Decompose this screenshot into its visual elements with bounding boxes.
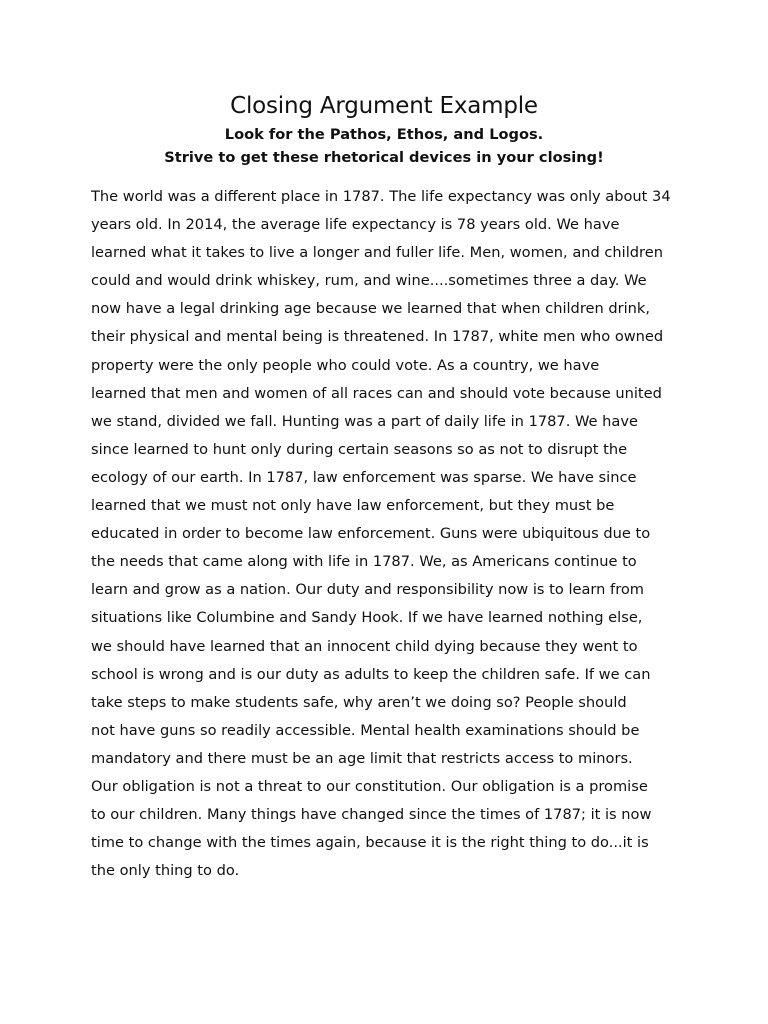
body-line: learned that men and women of all races can and should vote because united [91, 384, 662, 402]
body-line: learn and grow as a nation. Our duty and responsibility now is to learn from [91, 581, 645, 599]
body-line: Our obligation is not a threat to our constitution. Our obligation is a promise [91, 777, 648, 795]
body-line: school is wrong and is our duty as adults to keep the children safe. If we can [91, 665, 651, 683]
body-line: we should have learned that an innocent child dying because they went to [91, 637, 638, 655]
subtitle-line: Look for the Pathos, Ethos, and Logos. [224, 126, 544, 143]
body-line: learned what it takes to live a longer and fuller life. Men, women, and children [91, 244, 663, 262]
body-line: ecology of our earth. In 1787, law enforcement was sparse. We have since [91, 468, 637, 486]
subtitle-line: Strive to get these rhetorical devices in your closing! [164, 149, 604, 166]
body-line: mandatory and there must be an age limit that restricts access to minors. [91, 749, 633, 767]
body-line: situations like Columbine and Sandy Hook. If we have learned nothing else, [91, 609, 643, 627]
body-line: educated in order to become law enforcement. Guns were ubiquitous due to [91, 525, 651, 543]
body-line: now have a legal drinking age because we learned that when children drink, [91, 300, 651, 318]
body-line: could and would drink whiskey, rum, and wine....sometimes three a day. We [91, 272, 647, 290]
body-paragraph [91, 183, 691, 885]
body-line: years old. In 2014, the average life expectancy is 78 years old. We have [91, 216, 620, 234]
body-line: The world was a different place in 1787. The life expectancy was only about 34 [91, 188, 671, 205]
body-line: we stand, divided we fall. Hunting was a part of daily life in 1787. We have [91, 412, 638, 430]
body-line: time to change with the times again, because it is the right thing to do...it is [91, 834, 649, 852]
body-line: the needs that came along with life in 1787. We, as Americans continue to [91, 553, 637, 571]
body-line: the only thing to do. [91, 862, 240, 880]
body-line: property were the only people who could vote. As a country, we have [91, 356, 600, 374]
body-line: to our children. Many things have changed since the times of 1787; it is now [91, 806, 652, 824]
document-title: Closing Argument Example [230, 93, 538, 119]
body-line: since learned to hunt only during certain seasons so as not to disrupt the [91, 440, 628, 458]
body-line: learned that we must not only have law enforcement, but they must be [91, 497, 615, 515]
body-line: not have guns so readily accessible. Mental health examinations should be [91, 721, 640, 739]
body-line: their physical and mental being is threatened. In 1787, white men who owned [91, 328, 664, 346]
body-line: take steps to make students safe, why aren’t we doing so? People should [91, 693, 627, 711]
